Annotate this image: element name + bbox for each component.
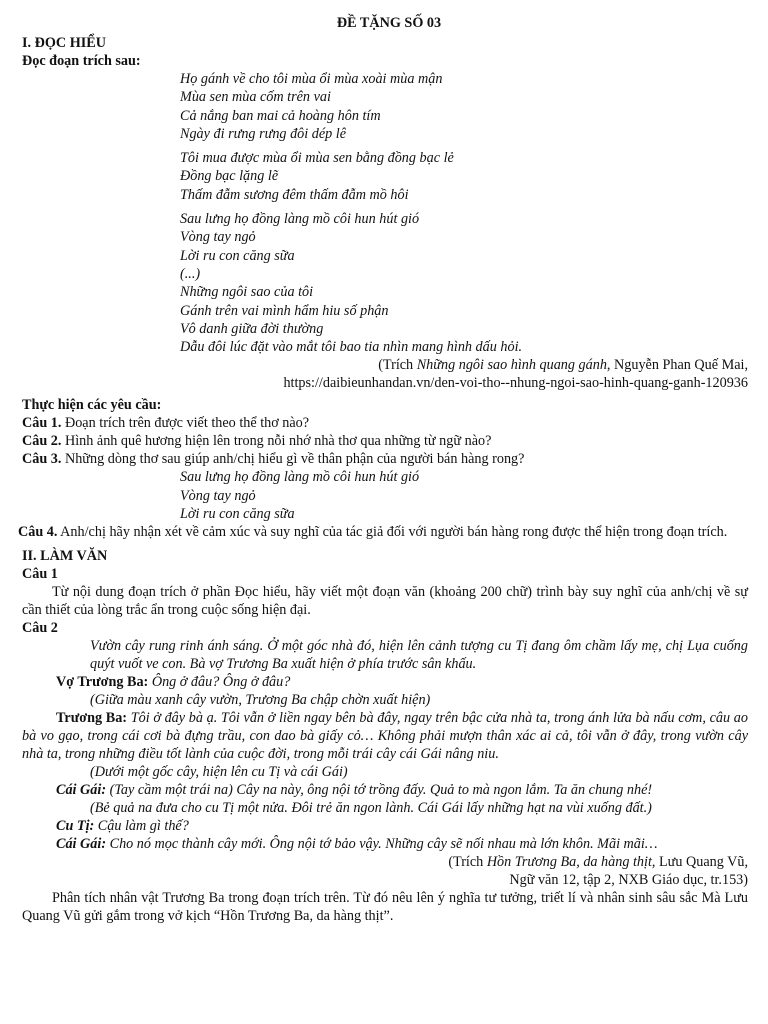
stage-direction: (Giữa màu xanh cây vườn, Trương Ba chập chờn xuất hiện) [90,692,431,709]
poem-line: Thấm đẫm sương đêm thấm đẫm mồ hôi [180,186,409,203]
stage-direction: (Dưới một gốc cây, hiện lên cu Tị và cái Gái) [90,764,348,781]
q3-quote [22,468,748,523]
src2-suffix: , Lưu Quang Vũ, [651,854,748,871]
poem-line: Vòng tay ngỏ [180,229,256,246]
poem-line: Họ gánh về cho tôi mùa ổi mùa xoài mùa mận [180,71,443,87]
poem-line: Mùa sen mùa cốm trên vai [180,89,331,106]
q4-label: Câu 4. [18,524,58,541]
question-4 [18,523,748,541]
speaker-name: Vợ Trương Ba: [56,674,149,691]
q4-text: Anh/chị hãy nhận xét về cảm xúc và suy nghĩ của tác giả đối với người bán hàng rong được thể hiện trong đoạn trích. [57,524,728,541]
speech-text: Cậu làm gì thế? [94,818,189,835]
source-suffix: , Nguyễn Phan Quế Mai, [606,357,748,374]
speaker-name: Cu Tị: [56,818,95,835]
dialogue-line [22,709,748,763]
poem-line: Vô danh giữa đời thường [180,320,324,337]
poem-line: Những ngôi sao của tôi [180,284,314,301]
exam-title: ĐỀ TẶNG SỐ 03 [336,15,442,31]
reading-intro: Đọc đoạn trích sau: [22,53,141,69]
question-2 [22,432,748,450]
speaker-name: Cái Gái: [56,782,107,799]
poem-line: Sau lưng họ đồng làng mồ côi hun hút gió [180,211,420,228]
play-source [22,853,748,871]
poem-line: Lời ru con căng sữa [180,506,295,523]
speech-text: Ông ở đâu? Ông ở đâu? [148,674,291,691]
poem-line: Vòng tay ngỏ [180,487,256,504]
speaker-name: Cái Gái: [56,836,107,853]
c1-label: Câu 1 [22,566,58,583]
speech-text: Tôi ở đây bà ạ. Tôi vẫn ở liền ngay bên bà đây, ngay trên bậc cửa nhà ta, trong ánh lửa bà nấu cơm, câu ao bà vo gạo, trong cái cơi bà đựng trầu, con dao bà giấy cỏ… Không phải mượn thân xác ai cả, tôi vẫn ở đây, trong vườn cây nhà ta, trong những điều tốt lành của cuộc đời, trong mỗi trái cây cái Gái nâng niu. [22,710,748,763]
play-source-line2: Ngữ văn 12, tập 2, NXB Giáo dục, tr.153) [509,872,748,889]
source-prefix: (Trích [378,357,417,374]
poem-line: Tôi mua được mùa ổi mùa sen bằng đồng bạc lẻ [180,150,454,167]
speech-text: (Tay cầm một trái na) Cây na này, ông nội tớ trồng đấy. Quả to mà ngon lắm. Ta ăn chung nhé! [106,782,653,799]
stage-direction: (Bẻ quả na đưa cho cu Tị một nửa. Đôi trẻ ăn ngon lành. Cái Gái lấy những hạt na vùi xuống đất.) [90,800,652,817]
poem-excerpt [22,70,748,356]
c1-text: Từ nội dung đoạn trích ở phần Đọc hiểu, hãy viết một đoạn văn (khoảng 200 chữ) trình bày suy nghĩ của anh/chị về sự cần thiết của lòng trắc ẩn trong cuộc sống hiện đại. [22,584,748,619]
poem-line: Sau lưng họ đồng làng mồ côi hun hút gió [180,469,420,486]
poem-line: Đồng bạc lặng lẽ [180,168,279,185]
q1-text: Đoạn trích trên được viết theo thể thơ nào? [61,415,310,432]
q2-label: Câu 2. [22,433,62,450]
tasks-heading: Thực hiện các yêu cầu: [22,397,162,414]
question-1 [22,414,748,432]
poem-line: Dẫu đôi lúc đặt vào mắt tôi bao tia nhìn mang hình dấu hỏi. [180,339,523,356]
dialogue-line [22,781,748,799]
speech-text: Cho nó mọc thành cây mới. Ông nội tớ bảo vậy. Những cây sẽ nối nhau mà lớn khôn. Mãi mãi… [106,836,658,853]
part1-heading: I. ĐỌC HIỂU [22,35,106,51]
q2-text: Hình ảnh quê hương hiện lên trong nỗi nhớ nhà thơ qua những từ ngữ nào? [61,433,492,450]
src2-prefix: (Trích [448,854,487,871]
essay-prompt: Phân tích nhân vật Trương Ba trong đoạn trích trên. Từ đó nêu lên ý nghĩa tư tưởng, triết lí và nhân sinh sâu sắc Mà Lưu Quang Vũ gửi gắm trong vở kịch “Hồn Trương Ba, da hàng thịt”. [22,890,748,925]
q3-text: Những dòng thơ sau giúp anh/chị hiểu gì về thân phận của người bán hàng rong? [61,451,525,468]
source-title: Những ngôi sao hình quang gánh [416,357,607,374]
poem-line: Ngày đi rưng rưng đôi dép lê [180,125,347,142]
dialogue-line [22,673,748,691]
stage-direction: Vườn cây rung rinh ánh sáng. Ở một góc nhà đó, hiện lên cảnh tượng cu Tị đang ôm chầm lấy mẹ, chị Lụa cuống quýt vuốt ve con. Bà vợ Trương Ba xuất hiện ở phía trước sân khấu. [90,638,748,673]
q3-label: Câu 3. [22,451,62,468]
part2-heading: II. LÀM VĂN [22,548,108,565]
poem-line: Lời ru con căng sữa [180,247,295,264]
src2-title: Hồn Trương Ba, da hàng thịt [486,854,652,871]
source-url: https://daibieunhandan.vn/den-voi-tho--nhung-ngoi-sao-hinh-quang-ganh-120936 [283,375,748,392]
dialogue-line [22,817,748,835]
c2-label: Câu 2 [22,620,58,637]
q1-label: Câu 1. [22,415,62,432]
poem-line: Cả nắng ban mai cả hoàng hôn tím [180,107,381,124]
speaker-name: Trương Ba: [56,710,128,727]
dialogue-line [22,835,748,853]
poem-source [22,356,748,374]
question-3 [22,450,748,468]
poem-line: Gánh trên vai mình hẩm hiu số phận [180,302,389,319]
poem-line: (...) [180,265,201,282]
